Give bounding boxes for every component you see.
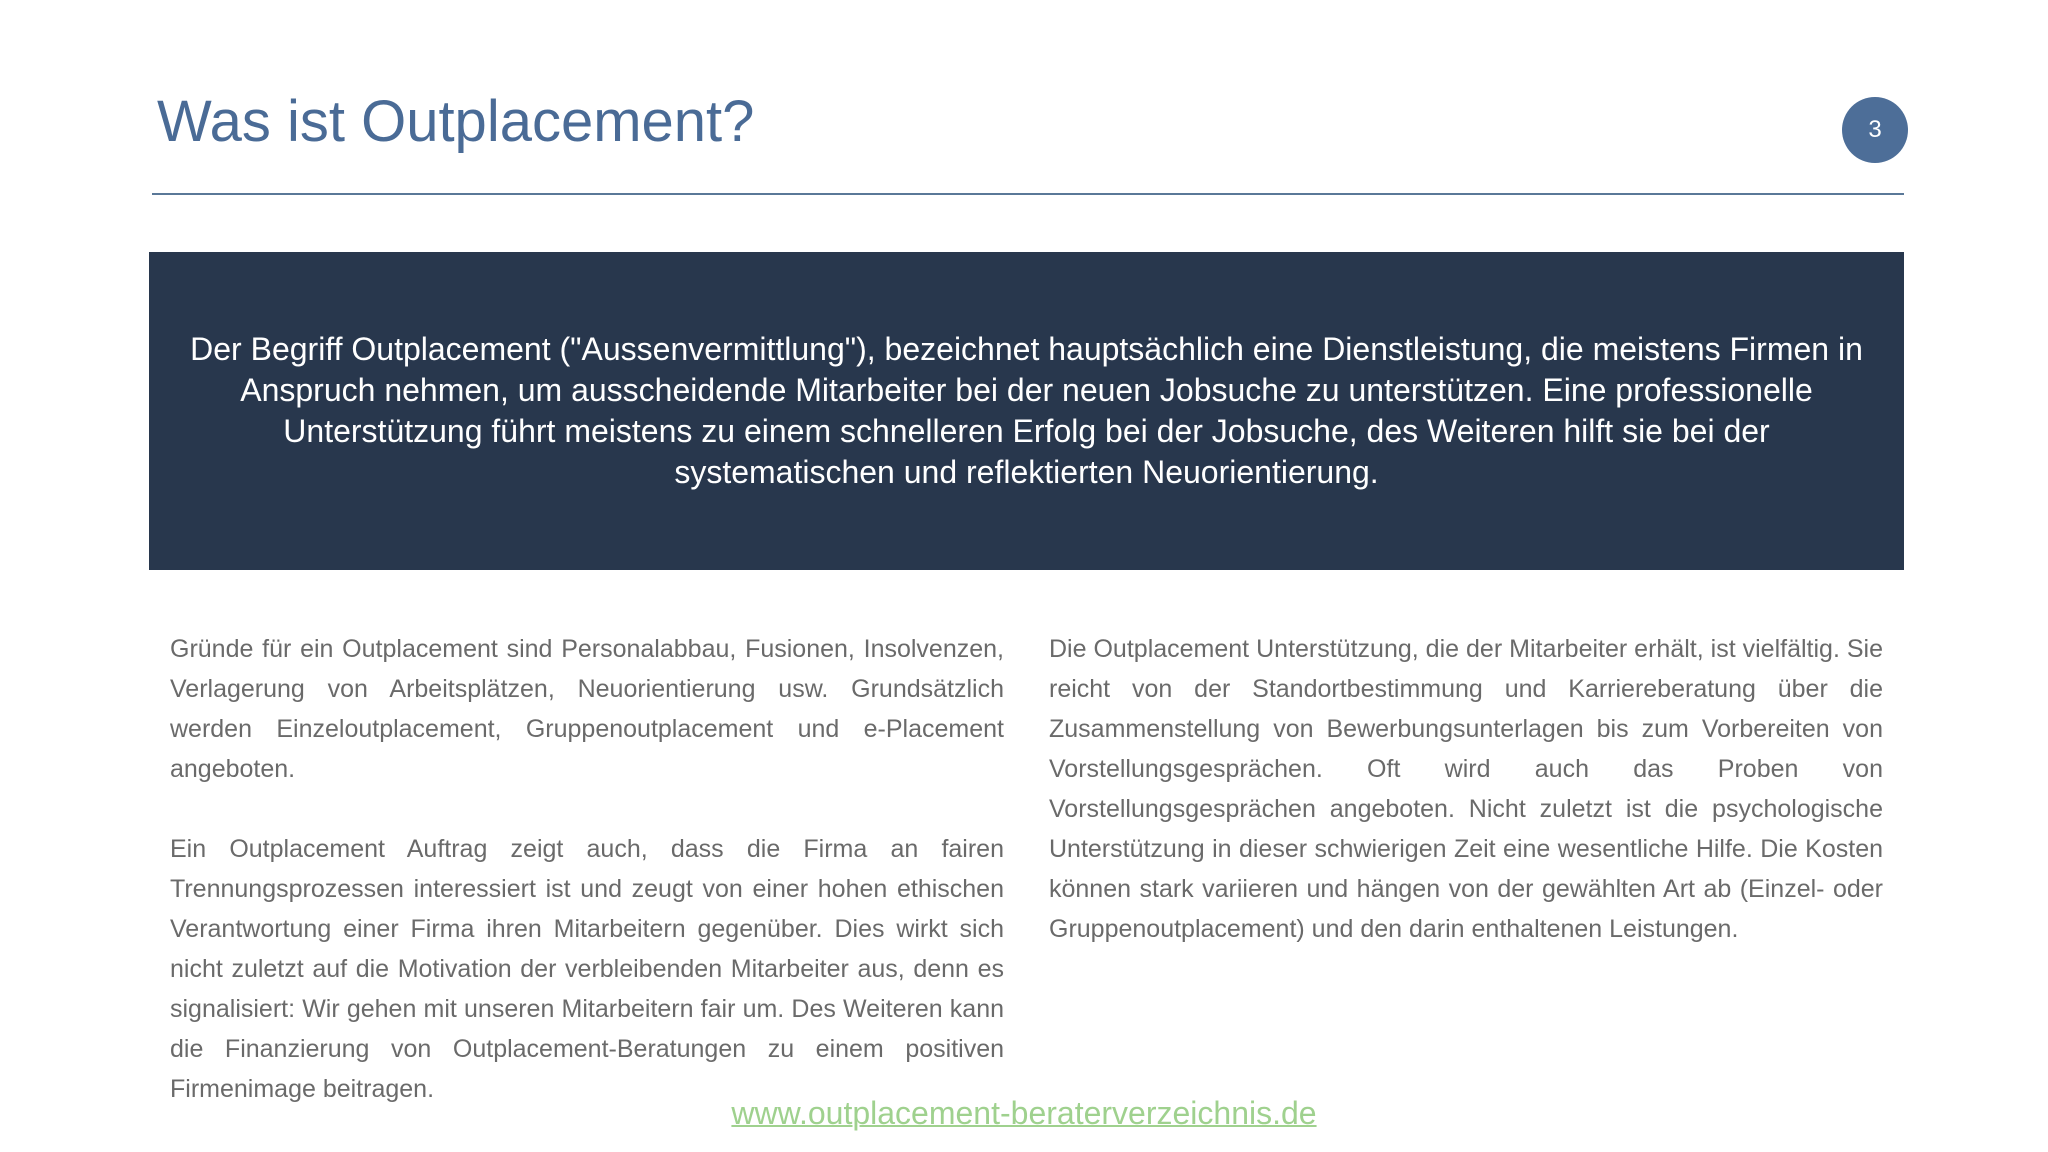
left-paragraph-reasons: Gründe für ein Outplacement sind Personalabbau, Fusionen, Insolvenzen, Verlagerung von Arbeitsplätzen, Neuorientierung usw. Grundsätzlich werden Einzeloutplacement, Gruppenoutplacement und e-Placement angeboten. — [170, 635, 1004, 783]
left-paragraph-responsibility: Ein Outplacement Auftrag zeigt auch, dass die Firma an fairen Trennungsprozessen interessiert ist und zeugt von einer hohen ethischen Verantwortung einer Firma ihren Mitarbeitern gegenüber. Dies wirkt sich nicht zuletzt auf die Motivation der verbleibenden Mitarbeiter aus, denn es signalisiert: Wir gehen mit unseren Mitarbeitern fair um. Des Weiteren kann die Finanzierung von Outplacement-Beratungen zu einem positiven Firmenimage beitragen. — [170, 835, 1004, 1103]
left-column — [170, 629, 1004, 1109]
page-number-badge: 3 — [1842, 97, 1908, 163]
right-paragraph-support: Die Outplacement Unterstützung, die der Mitarbeiter erhält, ist vielfältig. Sie reicht von der Standortbestimmung und Karriereberatung über die Zusammenstellung von Bewerbungsunterlagen bis zum Vorbereiten von Vorstellungsgesprächen. Oft wird auch das Proben von Vorstellungsgesprächen angeboten. Nicht zuletzt ist die psychologische Unterstützung in dieser schwierigen Zeit eine wesentliche Hilfe. Die Kosten können stark variieren und hängen von der gewählten Art ab (Einzel- oder Gruppenoutplacement) und den darin enthaltenen Leistungen. — [1049, 635, 1883, 943]
right-column — [1049, 629, 1883, 949]
definition-box — [149, 252, 1904, 570]
slide-title: Was ist Outplacement? — [157, 89, 755, 154]
footer-website-link[interactable] — [0, 1093, 2048, 1133]
footer-website-link-text[interactable]: www.outplacement-beraterverzeichnis.de — [731, 1095, 1317, 1131]
title-divider — [152, 193, 1904, 195]
definition-text: Der Begriff Outplacement ("Aussenvermittlung"), bezeichnet hauptsächlich eine Dienstleistung, die meistens Firmen in Anspruch nehmen, um ausscheidende Mitarbeiter bei der neuen Jobsuche zu unterstützen. Eine professionelle Unterstützung führt meistens zu einem schnelleren Erfolg bei der Jobsuche, des Weiteren hilft sie bei der systematischen und reflektierten Neuorientierung. — [190, 331, 1863, 490]
